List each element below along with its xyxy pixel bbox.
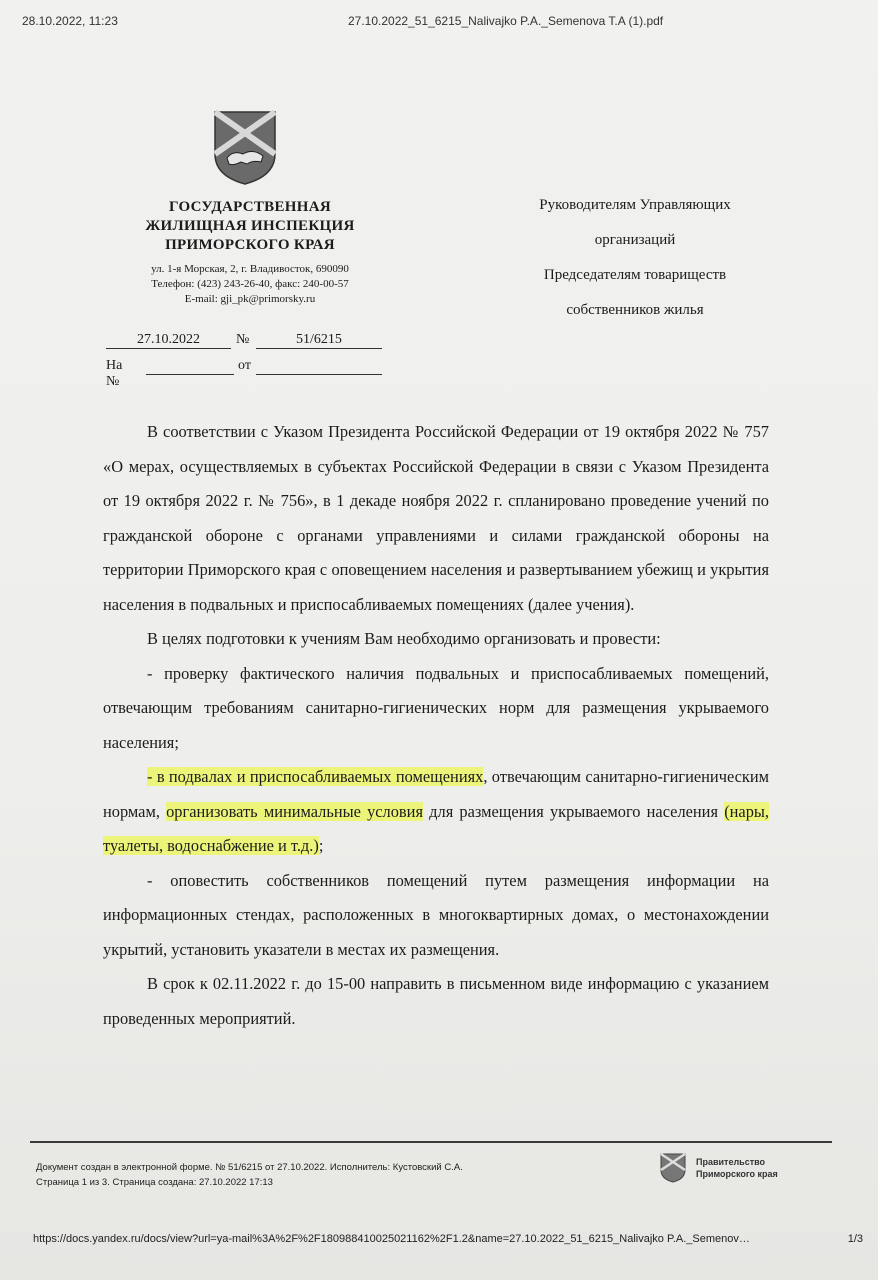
government-name-line2: Приморского края	[696, 1169, 778, 1179]
government-name-line1: Правительство	[696, 1157, 766, 1167]
org-name-line1: ГОСУДАРСТВЕННАЯ	[169, 199, 331, 215]
org-name-line3: ПРИМОРСКОГО КРАЯ	[165, 237, 335, 253]
paragraph-deadline: В срок к 02.11.2022 г. до 15-00 направить в письменном виде информацию с указанием проведенных мероприятий.	[103, 974, 769, 1028]
recipient-line1: Руководителям Управляющих	[539, 197, 731, 213]
sender-phone: Телефон: (423) 243-26-40, факс: 240-00-57	[151, 278, 349, 290]
registration-number: 51/6215	[256, 332, 382, 349]
recipient-line2: организаций	[594, 232, 676, 248]
reference-number-field	[146, 358, 234, 375]
highlight-amenities: (нары, туалеты, водоснабжение и т.д.)	[103, 801, 769, 855]
sender-contacts	[110, 262, 390, 307]
footer-info	[36, 1160, 463, 1190]
sender-address: ул. 1-я Морская, 2, г. Владивосток, 690090	[151, 263, 349, 275]
sender-organization	[110, 198, 390, 255]
registration-no-label: №	[236, 332, 250, 347]
highlight-minimal-conditions: организовать минимальные условия	[166, 801, 423, 821]
footer-doc-info: Документ создан в электронной форме. № 51/6215 от 27.10.2022. Исполнитель: Кустовский С.А.	[36, 1162, 463, 1173]
page-number: 1/3	[847, 1233, 863, 1245]
paragraph-intro: В соответствии с Указом Президента Российской Федерации от 19 октября 2022 № 757 «О мерах, осуществляемых в субъектах Российской Федерации в связи с Указом Президента от 19 октября 2022 г. № 756», в 1 декаде ноября 2022 г. спланировано проведение учений по гражданской обороне с органами управлениями и силами гражданской обороны на территории Приморского края с оповещением населения и развертыванием убежищ и укрытия населения в подвальных и приспосабливаемых помещениях (далее учения).	[103, 422, 769, 614]
text-semicolon: ;	[318, 836, 324, 855]
recipients-block	[480, 188, 790, 328]
highlight-basements: - в подвалах и приспосабливаемых помещениях	[147, 767, 484, 786]
reference-from-label: от	[238, 358, 251, 373]
recipient-line3: Председателям товариществ	[543, 267, 727, 283]
coat-of-arms-icon	[213, 110, 277, 186]
sender-email: E-mail: gji_pk@primorsky.ru	[184, 293, 316, 305]
paragraph-preparation: В целях подготовки к учениям Вам необходимо организовать и провести:	[147, 629, 661, 648]
print-filename: 27.10.2022_51_6215_Nalivajko P.A._Semenova T.A (1).pdf	[348, 14, 664, 28]
footer-divider	[30, 1141, 832, 1143]
print-timestamp: 28.10.2022, 11:23	[22, 14, 118, 28]
org-name-line2: ЖИЛИЩНАЯ ИНСПЕКЦИЯ	[145, 218, 355, 234]
recipient-line4: собственников жилья	[566, 302, 704, 318]
print-url-footer	[33, 1233, 863, 1245]
paragraph-check-premises: - проверку фактического наличия подвальных и приспосабливаемых помещений, отвечающим требованиям санитарно-гигиенических норм для размещения укрываемого населения;	[103, 663, 769, 752]
paragraph-minimal-conditions	[103, 760, 769, 864]
letter-body	[103, 415, 769, 1036]
footer-government-logo	[660, 1153, 778, 1183]
paragraph-notify-owners: - оповестить собственников помещений путем размещения информации на информационных стендах, расположенных в многоквартирных домах, о местонахождении укрытий, установить указатели в местах их размещения.	[103, 870, 769, 959]
text-placement: для размещения укрываемого населения	[422, 801, 725, 821]
reference-date-field	[256, 358, 382, 375]
reference-no-label: На №	[106, 358, 123, 389]
government-emblem-icon	[660, 1153, 686, 1183]
footer-page-info: Страница 1 из 3. Страница создана: 27.10.2022 17:13	[36, 1177, 273, 1188]
document-url: https://docs.yandex.ru/docs/view?url=ya-mail%3A%2F%2F180988410025021162%2F1.2&name=27.10.2022_51_6215_Nalivajko P.A._Semenov…	[33, 1233, 750, 1245]
registration-date: 27.10.2022	[106, 332, 231, 349]
text-hygiene: , отвечающим санитарно-гигиеническим нормам,	[103, 767, 770, 821]
